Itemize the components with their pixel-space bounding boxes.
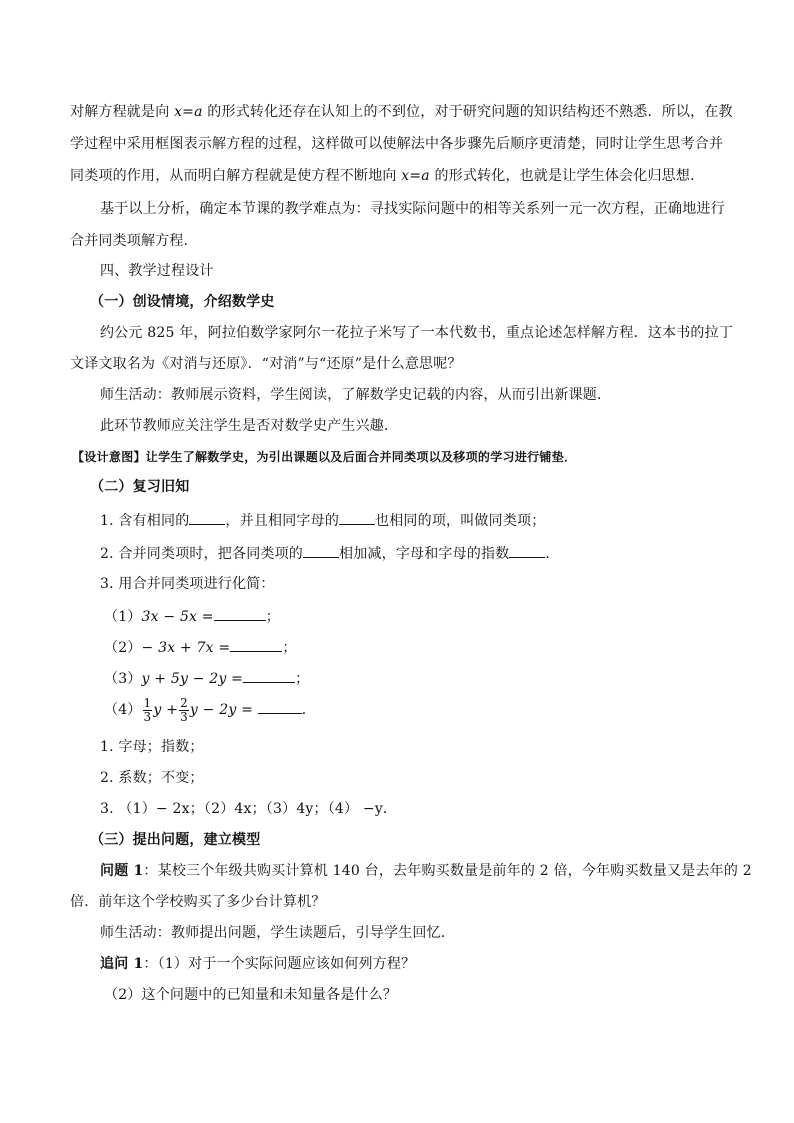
answer-blank xyxy=(303,543,339,558)
answer-1: 1. 字母；指数； xyxy=(100,739,204,755)
text: 的形式转化还存在认知上的不到位，对于研究问题的知识结构还不熟悉．所以，在教 xyxy=(202,104,733,120)
exercise-4 xyxy=(104,695,764,725)
review-q3: 3. 用合并同类项进行化简： xyxy=(100,576,275,592)
followup-label: 追问 1 xyxy=(100,956,144,972)
text: ； xyxy=(295,671,310,687)
text: （1） xyxy=(104,609,142,625)
text: 相加减，字母和字母的指数 xyxy=(339,546,510,562)
fraction xyxy=(179,697,189,724)
sub1-para1-line1: 约公元 825 年，阿拉伯数学家阿尔一花拉子米写了一本代数书，重点论述怎样解方程．这本书的拉丁 xyxy=(100,325,734,341)
subsection-2-title: （二）复习旧知 xyxy=(90,479,190,495)
text: 1. 含有相同的 xyxy=(100,513,190,529)
text: ； xyxy=(265,609,280,625)
sub1-para1-line2: 文译文取名为《对消与还原》．“对消”与“还原”是什么意思呢？ xyxy=(70,356,462,372)
math-var: x=a xyxy=(401,168,430,184)
text: 2. 合并同类项时，把各同类项的 xyxy=(100,546,304,562)
exercise-1 xyxy=(104,606,764,626)
subsection-3-title: （三）提出问题，建立模型 xyxy=(90,832,261,848)
followup-2: （2）这个问题中的已知量和未知量各是什么？ xyxy=(104,987,398,1003)
math-expression: y + 5y − 2y = xyxy=(141,671,244,687)
text: ：（1）对于一个实际问题应该如何列方程？ xyxy=(143,956,416,972)
para2-line1: 基于以上分析，确定本节课的教学难点为：寻找实际问题中的相等关系列一元一次方程，正确地进行 xyxy=(100,201,725,217)
problem-1-line1 xyxy=(100,862,760,880)
review-q1 xyxy=(100,510,760,530)
text: ，并且相同字母的 xyxy=(225,513,340,529)
text: ； xyxy=(282,640,297,656)
para2-line2: 合并同类项解方程． xyxy=(70,233,198,249)
answer-blank xyxy=(189,510,225,525)
math-expression: − 3x + 7x = xyxy=(141,640,231,656)
math-var: x=a xyxy=(174,104,203,120)
math-expression: y + xyxy=(153,702,179,718)
text: 同类项的作用，从而明白解方程就是使方程不断地向 xyxy=(70,168,402,184)
denominator: 3 xyxy=(180,709,188,724)
problem-label: 问题 1 xyxy=(100,863,144,879)
denominator: 3 xyxy=(143,709,152,724)
answer-blank xyxy=(230,637,282,652)
numerator: 2 xyxy=(180,695,188,710)
text: ：某校三个年级共购买计算机 140 台，去年购买数量是前年的 2 倍，今年购买数量又是去年的 2 xyxy=(143,863,752,879)
subsection-1-title: （一）创设情境，介绍数学史 xyxy=(90,294,275,310)
review-q2 xyxy=(100,543,760,563)
answer-2: 2. 系数；不变； xyxy=(100,770,204,786)
fraction xyxy=(143,697,153,724)
section-4-title: 四、教学过程设计 xyxy=(100,263,214,279)
numerator: 1 xyxy=(143,695,152,710)
text: 对解方程就是向 xyxy=(70,104,175,120)
math-expression: y − 2y = xyxy=(189,702,254,718)
para1-line3 xyxy=(70,167,730,185)
exercise-2 xyxy=(104,637,764,657)
text: （2） xyxy=(104,640,142,656)
text: （3） xyxy=(104,671,142,687)
para1-line1 xyxy=(70,103,733,121)
answer-3: 3. （1）− 2x；（2）4x；（3）4y；（4） −y． xyxy=(100,801,398,817)
answer-blank xyxy=(214,606,266,621)
sub1-para3: 此环节教师应关注学生是否对数学史产生兴趣． xyxy=(100,418,399,434)
followup-1 xyxy=(100,955,760,973)
design-intent: 【设计意图】让学生了解数学史，为引出课题以及后面合并同类项以及移项的学习进行铺垫． xyxy=(72,450,577,464)
sub1-para2: 师生活动：教师展示资料，学生阅读，了解数学史记载的内容，从而引出新课题． xyxy=(100,387,612,403)
text: 的形式转化，也就是让学生体会化归思想． xyxy=(429,168,705,184)
answer-blank xyxy=(258,699,302,714)
problem-1-line2: 倍．前年这个学校购买了多少台计算机？ xyxy=(70,894,326,910)
exercise-3 xyxy=(104,668,764,688)
answer-blank xyxy=(509,543,545,558)
text: 也相同的项，叫做同类项； xyxy=(375,513,546,529)
teacher-activity: 师生活动：教师提出问题，学生读题后，引导学生回忆． xyxy=(100,925,455,941)
math-expression: 3x − 5x = xyxy=(141,609,214,625)
text: ． xyxy=(301,702,316,718)
answer-blank xyxy=(339,510,375,525)
answer-blank xyxy=(243,668,295,683)
text: （4） xyxy=(104,702,142,718)
para1-line2: 学过程中采用框图表示解方程的过程，这样做可以使解法中各步骤先后顺序更清楚，同时让学生思考合并 xyxy=(70,136,724,152)
text: ． xyxy=(545,546,560,562)
